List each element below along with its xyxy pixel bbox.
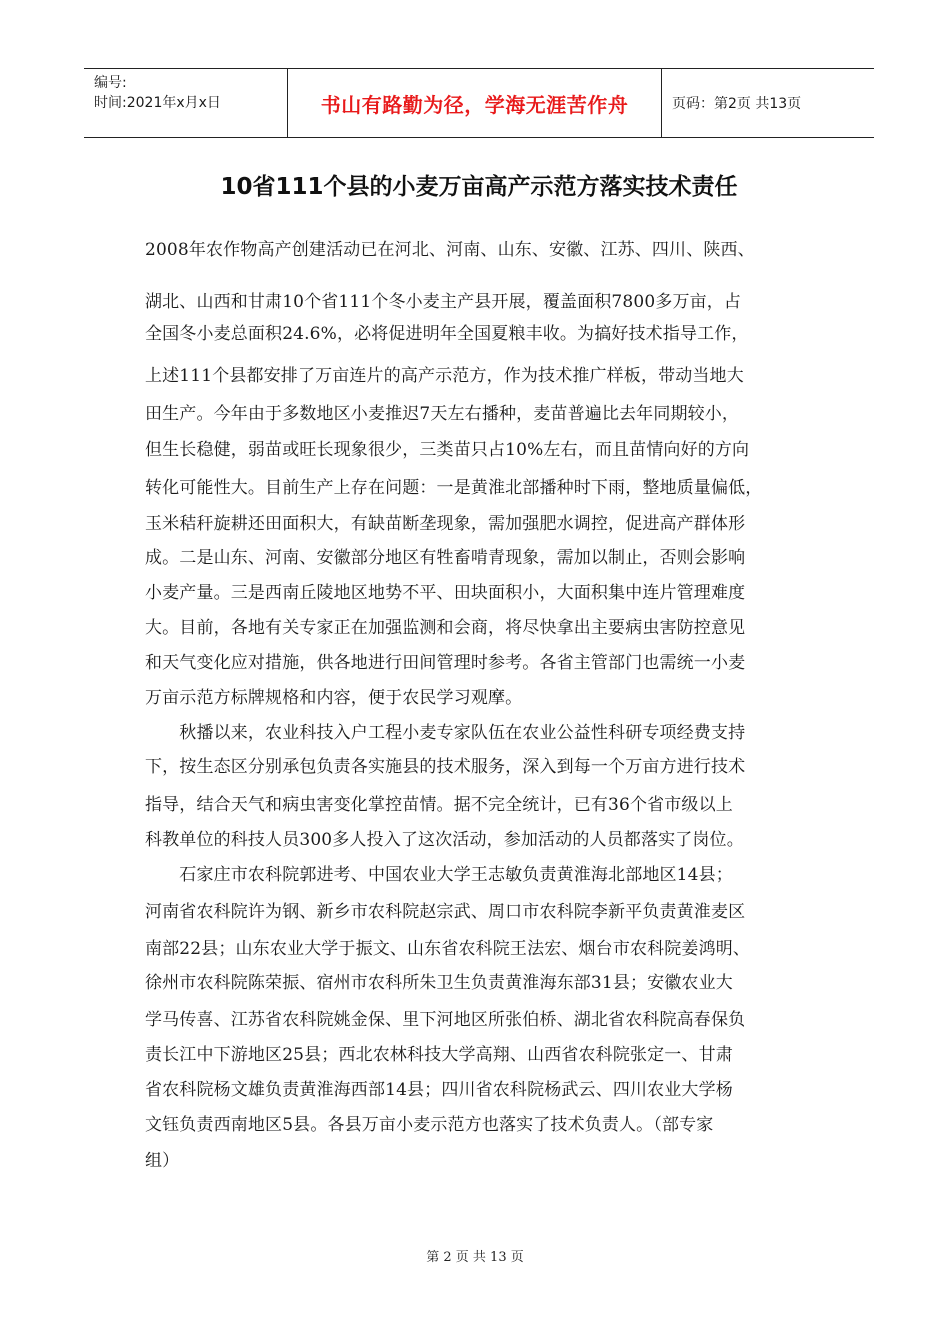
body-line: 田生产。今年由于多数地区小麦推迟7天左右播种，麦苗普遍比去年同期较小， xyxy=(145,404,740,424)
body-line: 下，按生态区分别承包负责各实施县的技术服务，深入到每一个万亩方进行技术 xyxy=(145,757,746,777)
document-title: 10省111个县的小麦万亩高产示范方落实技术责任 xyxy=(220,174,738,200)
body-line: 但生长稳健，弱苗或旺长现象很少，三类苗只占10%左右，而且苗情向好的方向 xyxy=(145,440,750,460)
header-meta xyxy=(84,69,287,137)
body-line: 小麦产量。三是西南丘陵地区地势不平、田块面积小，大面积集中连片管理难度 xyxy=(145,583,746,603)
body-line: 湖北、山西和甘肃10个省111个冬小麦主产县开展，覆盖面积7800多万亩，占 xyxy=(145,292,742,312)
header-number-label: 编号: xyxy=(94,75,127,91)
page-footer: 第 2 页 共 13 页 xyxy=(426,1250,524,1265)
body-line: 秋播以来，农业科技入户工程小麦专家队伍在农业公益性科研专项经费支持 xyxy=(145,723,746,743)
body-line: 责长江中下游地区25县；西北农林科技大学高翔、山西省农科院张定一、甘肃 xyxy=(145,1045,733,1065)
header-motto: 书山有路勤为径，学海无涯苦作舟 xyxy=(287,69,662,137)
body-line: 2008年农作物高产创建活动已在河北、河南、山东、安徽、江苏、四川、陕西、 xyxy=(145,240,755,260)
body-line: 石家庄市农科院郭进考、中国农业大学王志敏负责黄淮海北部地区14县； xyxy=(145,865,733,885)
body-line: 大。目前，各地有关专家正在加强监测和会商，将尽快拿出主要病虫害防控意见 xyxy=(145,618,746,638)
body-line: 南部22县；山东农业大学于振文、山东省农科院王法宏、烟台市农科院姜鸿明、 xyxy=(145,939,751,959)
body-line: 河南省农科院许为钢、新乡市农科院赵宗武、周口市农科院李新平负责黄淮麦区 xyxy=(145,902,746,922)
body-line: 全国冬小麦总面积24.6%，必将促进明年全国夏粮丰收。为搞好技术指导工作， xyxy=(145,324,749,344)
body-line: 转化可能性大。目前生产上存在问题：一是黄淮北部播种时下雨，整地质量偏低， xyxy=(145,478,763,498)
body-line: 省农科院杨文雄负责黄淮海西部14县；四川省农科院杨武云、四川农业大学杨 xyxy=(145,1080,733,1100)
header-page-info: 页码：第2页 共13页 xyxy=(672,96,802,112)
body-line: 文钰负责西南地区5县。各县万亩小麦示范方也落实了技术负责人。（部专家 xyxy=(145,1115,714,1135)
body-line: 指导，结合天气和病虫害变化掌控苗情。据不完全统计，已有36个省市级以上 xyxy=(145,795,733,815)
body-line: 科教单位的科技人员300多人投入了这次活动，参加活动的人员都落实了岗位。 xyxy=(145,830,744,850)
body-line: 万亩示范方标牌规格和内容，便于农民学习观摩。 xyxy=(145,688,523,708)
body-line: 徐州市农科院陈荣振、宿州市农科所朱卫生负责黄淮海东部31县；安徽农业大 xyxy=(145,973,733,993)
body-line: 玉米秸秆旋耕还田面积大，有缺苗断垄现象，需加强肥水调控，促进高产群体形 xyxy=(145,514,746,534)
page-header xyxy=(84,68,874,138)
body-line: 学马传喜、江苏省农科院姚金保、里下河地区所张伯桥、湖北省农科院高春保负 xyxy=(145,1010,746,1030)
header-time-label: 时间:2021年x月x日 xyxy=(94,95,221,111)
body-line: 和天气变化应对措施，供各地进行田间管理时参考。各省主管部门也需统一小麦 xyxy=(145,653,746,673)
body-line: 上述111个县都安排了万亩连片的高产示范方，作为技术推广样板，带动当地大 xyxy=(145,366,744,386)
body-line: 成。二是山东、河南、安徽部分地区有牲畜啃青现象，需加以制止，否则会影响 xyxy=(145,548,746,568)
body-line: 组） xyxy=(145,1151,180,1171)
